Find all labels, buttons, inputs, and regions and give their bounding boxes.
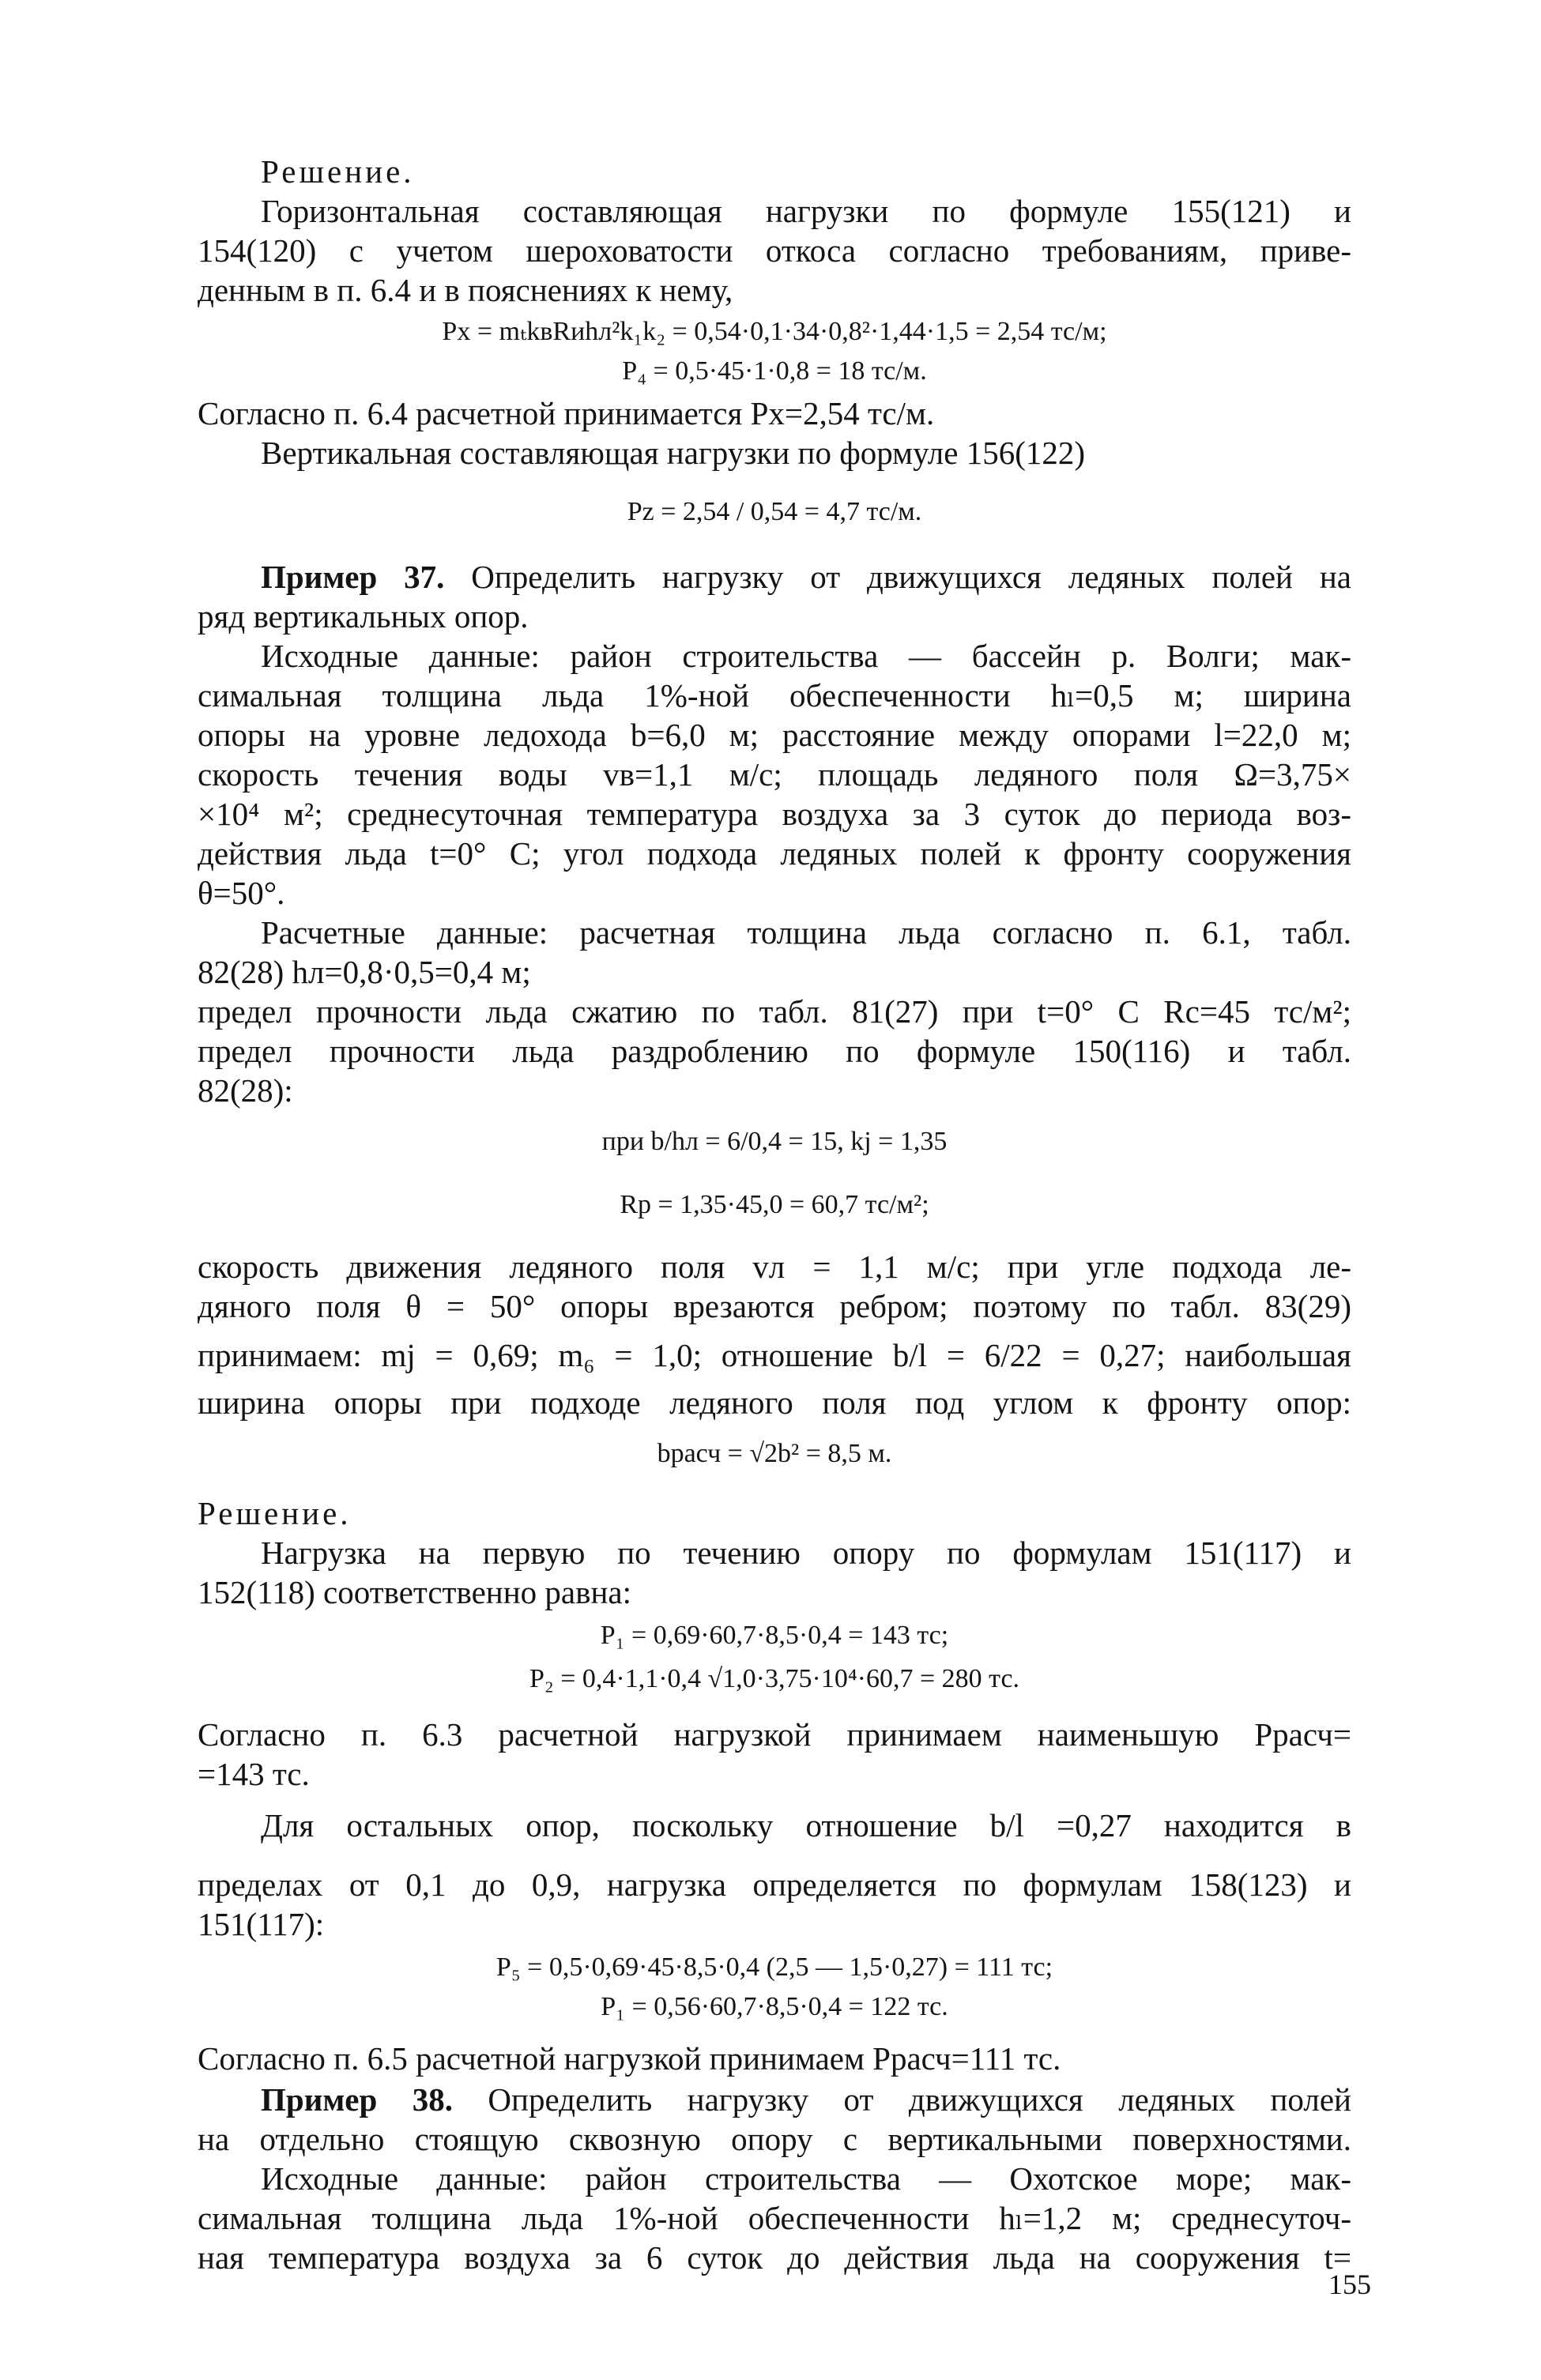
text-line: принимаем: mj = 0,69; m₆ = 1,0; отношение b/l = 6/22 = 0,27; наибольшая bbox=[198, 1337, 1351, 1373]
text-line: 82(28) hл=0,8·0,5=0,4 м; bbox=[198, 954, 531, 990]
formula-line: при b/hл = 6/0,4 = 15, kj = 1,35 bbox=[601, 1127, 948, 1156]
text-line: на отдельно стоящую сквозную опору с вертикальными поверхностями. bbox=[198, 2121, 1351, 2157]
text-line: Согласно п. 6.3 расчетной нагрузкой принимаем наименьшую Pрасч= bbox=[198, 1716, 1351, 1753]
text-line: Решение. bbox=[198, 1495, 352, 1531]
text-line: 154(120) с учетом шероховатости откоса согласно требованиям, приве- bbox=[198, 232, 1351, 269]
example-heading: Пример 37. bbox=[261, 559, 445, 595]
text-line: ×10⁴ м²; среднесуточная температура воздуха за 3 суток до периода воз- bbox=[198, 796, 1351, 832]
text-line: Вертикальная составляющая нагрузки по формуле 156(122) bbox=[261, 435, 1086, 471]
text-line: предел прочности льда раздроблению по формуле 150(116) и табл. bbox=[198, 1033, 1351, 1069]
text-line: Согласно п. 6.4 расчетной принимается Pх=2,54 тс/м. bbox=[198, 395, 935, 431]
formula-line: P₄ = 0,5·45·1·0,8 = 18 тс/м. bbox=[622, 356, 927, 386]
text-line: денным в п. 6.4 и в пояснениях к нему, bbox=[198, 272, 733, 308]
text-line: Для остальных опор, поскольку отношение b/l =0,27 находится в bbox=[261, 1807, 1351, 1843]
text-line: θ=50°. bbox=[198, 875, 285, 911]
text-line: скорость течения воды vв=1,1 м/с; площадь ледяного поля Ω=3,75× bbox=[198, 756, 1351, 793]
formula-line: P₂ = 0,4·1,1·0,4 √1,0·3,75·10⁴·60,7 = 280 тс. bbox=[529, 1664, 1020, 1693]
text-line: Расчетные данные: расчетная толщина льда согласно п. 6.1, табл. bbox=[261, 914, 1351, 951]
text-line: симальная толщина льда 1%-ной обеспеченности hₗ=0,5 м; ширина bbox=[198, 677, 1351, 714]
formula-line: Pz = 2,54 / 0,54 = 4,7 тс/м. bbox=[627, 497, 922, 526]
text-line: Нагрузка на первую по течению опору по формулам 151(117) и bbox=[261, 1535, 1351, 1571]
text-line: ширина опоры при подходе ледяного поля под углом к фронту опор: bbox=[198, 1384, 1351, 1421]
text-line: дяного поля θ = 50° опоры врезаются ребром; поэтому по табл. 83(29) bbox=[198, 1288, 1351, 1324]
text-line: действия льда t=0° С; угол подхода ледяных полей к фронту сооружения bbox=[198, 835, 1351, 872]
text-line: пределах от 0,1 до 0,9, нагрузка определяется по формулам 158(123) и bbox=[198, 1866, 1351, 1903]
text-line: Согласно п. 6.5 расчетной нагрузкой принимаем Pрасч=111 тс. bbox=[198, 2040, 1061, 2077]
text-line: Исходные данные: район строительства — Охотское море; мак- bbox=[261, 2160, 1351, 2197]
formula-line: P₁ = 0,56·60,7·8,5·0,4 = 122 тс. bbox=[601, 1992, 948, 2021]
formula-line: P₅ = 0,5·0,69·45·8,5·0,4 (2,5 — 1,5·0,27) = 111 тс; bbox=[495, 1953, 1053, 1982]
text-line: опоры на уровне ледохода b=6,0 м; расстояние между опорами l=22,0 м; bbox=[198, 717, 1351, 753]
text-line: Исходные данные: район строительства — бассейн р. Волги; мак- bbox=[261, 638, 1351, 674]
text-line: Пример 37. Определить нагрузку от движущихся ледяных полей на bbox=[261, 559, 1351, 595]
text-line: Горизонтальная составляющая нагрузки по формуле 155(121) и bbox=[261, 193, 1351, 229]
formula-line: bрасч = √2b² = 8,5 м. bbox=[657, 1439, 892, 1468]
text-line: ная температура воздуха за 6 суток до действия льда на сооружения t= bbox=[198, 2239, 1351, 2276]
text-line: скорость движения ледяного поля vл = 1,1 м/с; при угле подхода ле- bbox=[198, 1248, 1351, 1285]
text-line: =143 тс. bbox=[198, 1756, 310, 1792]
text-line: 151(117): bbox=[198, 1906, 325, 1942]
text-line: 152(118) соответственно равна: bbox=[198, 1574, 631, 1610]
text-line: предел прочности льда сжатию по табл. 81(27) при t=0° С Rс=45 тс/м²; bbox=[198, 993, 1351, 1030]
example-heading: Пример 38. bbox=[261, 2081, 453, 2118]
text-line: симальная толщина льда 1%-ной обеспеченности hₗ=1,2 м; среднесуточ- bbox=[198, 2200, 1351, 2236]
text-line: ряд вертикальных опор. bbox=[198, 598, 529, 635]
text-line: 82(28): bbox=[198, 1072, 293, 1109]
formula-line: P₁ = 0,69·60,7·8,5·0,4 = 143 тс; bbox=[600, 1621, 949, 1650]
page-number: 155 bbox=[1328, 2269, 1371, 2300]
formula-line: Pх = mₜkвRиhл²k₁k₂ = 0,54·0,1·34·0,8²·1,44·1,5 = 2,54 тс/м; bbox=[442, 317, 1107, 346]
text-line: Пример 38. Определить нагрузку от движущихся ледяных полей bbox=[261, 2081, 1351, 2118]
formula-line: Rр = 1,35·45,0 = 60,7 тс/м²; bbox=[620, 1190, 929, 1219]
text-line: Решение. bbox=[261, 153, 415, 190]
